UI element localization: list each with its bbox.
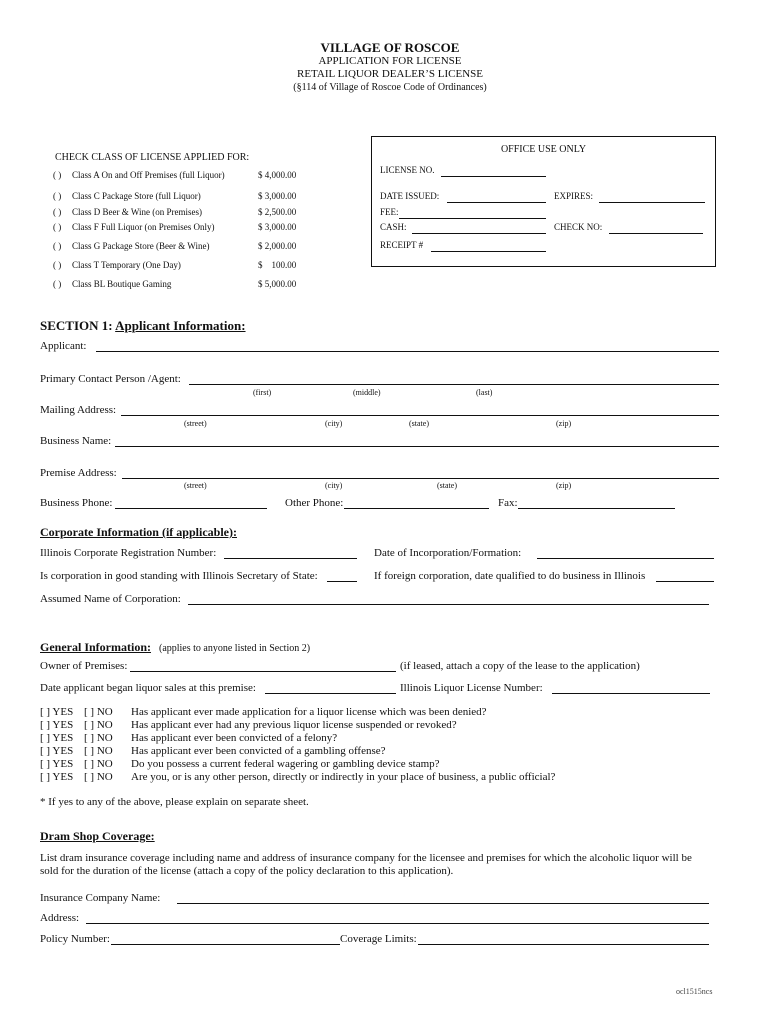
- general-note: (applies to anyone listed in Section 2): [158, 643, 311, 654]
- il-license-label: Illinois Liquor License Number:: [400, 682, 543, 694]
- insurance-address-field[interactable]: [86, 911, 709, 924]
- question-text: Do you possess a current federal wagering or gambling device stamp?: [131, 758, 440, 770]
- class-heading: CHECK CLASS OF LICENSE APPLIED FOR:: [55, 152, 250, 163]
- foreign-field[interactable]: [656, 569, 714, 582]
- subtitle-license-type: RETAIL LIQUOR DEALER’S LICENSE: [297, 68, 483, 80]
- fax-field[interactable]: [518, 496, 675, 509]
- class-label: Class A On and Off Premises (full Liquor): [72, 170, 225, 180]
- no-checkbox[interactable]: [ ] NO: [84, 771, 113, 783]
- foreign-label: If foreign corporation, date qualified to do business in Illinois: [374, 570, 646, 582]
- yes-checkbox[interactable]: [ ] YES: [40, 719, 74, 731]
- business-phone-label: Business Phone:: [40, 497, 113, 509]
- office-use-title: OFFICE USE ONLY: [500, 144, 587, 155]
- class-label: Class C Package Store (full Liquor): [72, 191, 201, 201]
- contact-field[interactable]: [189, 372, 719, 385]
- class-checkbox[interactable]: ( ): [53, 207, 62, 217]
- business-name-label: Business Name:: [40, 435, 112, 447]
- check-no-label: CHECK NO:: [554, 222, 603, 232]
- dram-heading: Dram Shop Coverage:: [40, 829, 155, 843]
- mailing-field[interactable]: [121, 403, 719, 416]
- dram-paragraph-line1: List dram insurance coverage including name and address of insurance company for the licensee and premises for which the alcoholic liquor will be: [40, 852, 692, 864]
- class-fee: $ 3,000.00: [258, 222, 297, 232]
- business-name-field[interactable]: [115, 434, 719, 447]
- date-issued-field[interactable]: [447, 190, 546, 203]
- dram-paragraph-line2: sold for the duration of the license (attach a copy of the policy declaration to this application).: [40, 865, 454, 877]
- caption-city: (city): [325, 481, 343, 490]
- question-text: Has applicant ever made application for a liquor license which was been denied?: [131, 706, 487, 718]
- form-code: ocl1515ncs: [676, 987, 713, 996]
- general-title: General Information:: [40, 640, 151, 654]
- reg-number-label: Illinois Corporate Registration Number:: [40, 547, 217, 559]
- question-text: Has applicant ever been convicted of a felony?: [131, 732, 338, 744]
- date-incorp-field[interactable]: [537, 546, 714, 559]
- premise-label: Premise Address:: [40, 467, 117, 479]
- yes-checkbox[interactable]: [ ] YES: [40, 732, 74, 744]
- subtitle-ordinance: (§114 of Village of Roscoe Code of Ordinances): [293, 82, 487, 93]
- class-checkbox[interactable]: ( ): [53, 170, 62, 180]
- insurance-company-field[interactable]: [177, 891, 709, 904]
- document-title: VILLAGE OF ROSCOE: [320, 40, 460, 55]
- good-standing-field[interactable]: [327, 569, 357, 582]
- date-issued-label: DATE ISSUED:: [380, 191, 440, 201]
- caption-street: (street): [184, 419, 207, 428]
- receipt-field[interactable]: [431, 239, 546, 252]
- expires-field[interactable]: [599, 190, 705, 203]
- leased-note: (if leased, attach a copy of the lease to the application): [400, 660, 640, 672]
- class-fee: $ 100.00: [258, 260, 297, 270]
- yes-checkbox[interactable]: [ ] YES: [40, 706, 74, 718]
- caption-middle: (middle): [353, 388, 381, 397]
- date-began-field[interactable]: [265, 681, 396, 694]
- general-heading: [40, 638, 310, 656]
- fee-label: FEE:: [380, 207, 399, 217]
- section1-heading: [40, 318, 246, 334]
- mailing-label: Mailing Address:: [40, 404, 117, 416]
- class-label: Class BL Boutique Gaming: [72, 279, 172, 289]
- yes-checkbox[interactable]: [ ] YES: [40, 745, 74, 757]
- other-phone-field[interactable]: [344, 496, 489, 509]
- caption-zip: (zip): [556, 481, 572, 490]
- owner-label: Owner of Premises:: [40, 660, 128, 672]
- fax-label: Fax:: [498, 497, 518, 509]
- class-checkbox[interactable]: ( ): [53, 191, 62, 201]
- no-checkbox[interactable]: [ ] NO: [84, 706, 113, 718]
- business-phone-field[interactable]: [115, 496, 267, 509]
- caption-city: (city): [325, 419, 343, 428]
- class-fee: $ 2,500.00: [258, 207, 297, 217]
- caption-zip: (zip): [556, 419, 572, 428]
- no-checkbox[interactable]: [ ] NO: [84, 719, 113, 731]
- contact-label: Primary Contact Person /Agent:: [40, 373, 181, 385]
- cash-label: CASH:: [380, 222, 407, 232]
- no-checkbox[interactable]: [ ] NO: [84, 745, 113, 757]
- question-text: Has applicant ever been convicted of a gambling offense?: [131, 745, 386, 757]
- good-standing-label: Is corporation in good standing with Illinois Secretary of State:: [40, 570, 318, 582]
- coverage-limits-field[interactable]: [418, 932, 709, 945]
- section1-prefix: SECTION 1:: [40, 318, 113, 333]
- class-label: Class G Package Store (Beer & Wine): [72, 241, 210, 251]
- question-text: Has applicant ever had any previous liquor license suspended or revoked?: [131, 719, 457, 731]
- caption-state: (state): [409, 419, 429, 428]
- coverage-limits-label: Coverage Limits:: [340, 933, 417, 945]
- class-fee: $ 5,000.00: [258, 279, 297, 289]
- class-label: Class D Beer & Wine (on Premises): [72, 207, 202, 217]
- il-license-field[interactable]: [552, 681, 710, 694]
- assumed-name-label: Assumed Name of Corporation:: [40, 593, 181, 605]
- policy-number-field[interactable]: [111, 932, 340, 945]
- class-label: Class T Temporary (One Day): [72, 260, 181, 270]
- subtitle-application: APPLICATION FOR LICENSE: [318, 55, 462, 67]
- corporate-heading: Corporate Information (if applicable):: [40, 525, 237, 539]
- section1-title: Applicant Information:: [115, 318, 246, 333]
- caption-first: (first): [253, 388, 272, 397]
- yes-checkbox[interactable]: [ ] YES: [40, 758, 74, 770]
- yes-checkbox[interactable]: [ ] YES: [40, 771, 74, 783]
- cash-field[interactable]: [412, 221, 546, 234]
- no-checkbox[interactable]: [ ] NO: [84, 758, 113, 770]
- date-incorp-label: Date of Incorporation/Formation:: [374, 547, 522, 559]
- caption-last: (last): [476, 388, 493, 397]
- class-checkbox[interactable]: ( ): [53, 260, 62, 270]
- owner-field[interactable]: [130, 659, 396, 672]
- class-fee: $ 3,000.00: [258, 191, 297, 201]
- policy-number-label: Policy Number:: [40, 933, 110, 945]
- class-fee: $ 4,000.00: [258, 170, 297, 180]
- class-checkbox[interactable]: ( ): [53, 279, 62, 289]
- class-fee: $ 2,000.00: [258, 241, 297, 251]
- question-text: Are you, or is any other person, directly or indirectly in your place of business, a public official?: [131, 771, 556, 783]
- class-checkbox[interactable]: ( ): [53, 241, 62, 251]
- caption-state: (state): [437, 481, 457, 490]
- insurance-address-label: Address:: [40, 912, 80, 924]
- license-no-field[interactable]: [441, 164, 546, 177]
- caption-street: (street): [184, 481, 207, 490]
- reg-number-field[interactable]: [224, 546, 357, 559]
- receipt-label: RECEIPT #: [380, 240, 424, 250]
- fee-field[interactable]: [399, 206, 546, 219]
- insurance-company-label: Insurance Company Name:: [40, 892, 161, 904]
- expires-label: EXPIRES:: [554, 191, 594, 201]
- applicant-field[interactable]: [96, 339, 719, 352]
- date-began-label: Date applicant began liquor sales at this premise:: [40, 682, 256, 694]
- class-checkbox[interactable]: ( ): [53, 222, 62, 232]
- license-no-label: LICENSE NO.: [380, 165, 435, 175]
- other-phone-label: Other Phone:: [285, 497, 344, 509]
- check-no-field[interactable]: [609, 221, 703, 234]
- premise-field[interactable]: [122, 466, 719, 479]
- explain-footnote: * If yes to any of the above, please explain on separate sheet.: [40, 796, 309, 808]
- no-checkbox[interactable]: [ ] NO: [84, 732, 113, 744]
- assumed-name-field[interactable]: [188, 592, 709, 605]
- class-label: Class F Full Liquor (on Premises Only): [72, 222, 215, 232]
- applicant-label: Applicant:: [40, 340, 87, 352]
